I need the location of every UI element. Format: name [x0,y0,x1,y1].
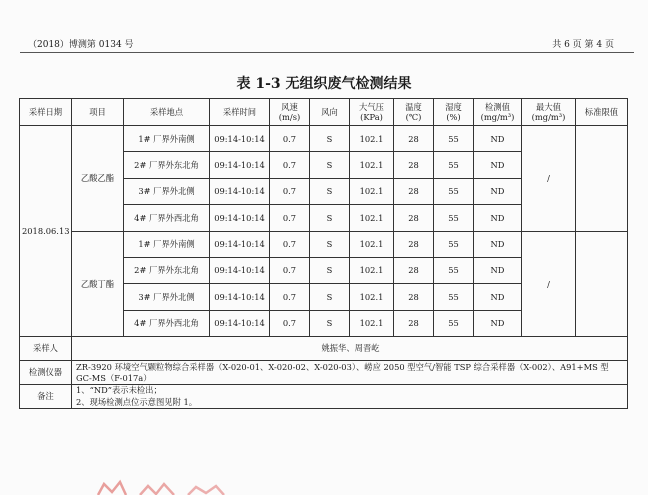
column-header [270,99,310,126]
location-cell: 2# 厂界外东北角 [124,257,210,283]
time-cell: 09:14-10:14 [210,205,270,231]
wind-direction-cell: S [310,310,350,336]
location-cell: 2# 厂界外东北角 [124,152,210,178]
table-header-row [20,99,628,126]
column-header-label: 采样地点 [149,106,184,117]
column-header-unit: (mg/m³) [531,112,566,122]
detected-value-cell: ND [474,284,522,310]
time-cell: 09:14-10:14 [210,310,270,336]
column-header [72,99,124,126]
wind-speed-cell: 0.7 [270,231,310,257]
column-header-unit: (KPa) [360,112,383,122]
samplers-row-value: 姚振华、周晋屹 [72,337,628,361]
table-title: 表 1-3 无组织废气检测结果 [236,76,412,92]
column-header-label: 项目 [89,106,106,117]
red-stamp-mark [90,478,230,495]
column-header-label: 大气压 [359,101,384,112]
column-header-label: 最大值 [536,101,561,112]
humidity-cell: 55 [434,152,474,178]
sample-date-cell: 2018.06.13 [20,126,72,337]
column-header-unit: (mg/m³) [480,112,515,122]
column-header-label: 温度 [405,101,422,112]
page-info: 共 6 页 第 4 页 [552,40,614,50]
column-header [210,99,270,126]
detected-value-cell: ND [474,126,522,152]
table-row [20,126,628,152]
samplers-row-label: 采样人 [20,337,72,361]
temperature-cell: 28 [394,284,434,310]
column-header-label: 湿度 [445,101,462,112]
location-cell: 1# 厂界外南侧 [124,126,210,152]
temperature-cell: 28 [394,178,434,204]
remarks-row-value [72,385,628,409]
header-divider [20,52,634,53]
time-cell: 09:14-10:14 [210,257,270,283]
wind-direction-cell: S [310,126,350,152]
time-cell: 09:14-10:14 [210,152,270,178]
wind-speed-cell: 0.7 [270,257,310,283]
location-cell: 4# 厂界外西北角 [124,310,210,336]
remarks-row-label: 备注 [20,385,72,409]
temperature-cell: 28 [394,205,434,231]
humidity-cell: 55 [434,126,474,152]
time-cell: 09:14-10:14 [210,178,270,204]
location-cell: 3# 厂界外北侧 [124,178,210,204]
detected-value-cell: ND [474,152,522,178]
wind-direction-cell: S [310,257,350,283]
time-cell: 09:14-10:14 [210,126,270,152]
pressure-cell: 102.1 [350,284,394,310]
temperature-cell: 28 [394,152,434,178]
limit-cell [576,231,628,337]
column-header-label: 风速 [281,101,298,112]
pressure-cell: 102.1 [350,152,394,178]
temperature-cell: 28 [394,257,434,283]
item-name-cell: 乙酸丁酯 [72,231,124,337]
column-header [310,99,350,126]
wind-direction-cell: S [310,231,350,257]
location-cell: 4# 厂界外西北角 [124,205,210,231]
humidity-cell: 55 [434,257,474,283]
samplers-row [20,337,628,361]
report-number: （2018）博测第 0134 号 [28,40,134,50]
detected-value-cell: ND [474,231,522,257]
wind-direction-cell: S [310,284,350,310]
column-header [474,99,522,126]
time-cell: 09:14-10:14 [210,284,270,310]
column-header [124,99,210,126]
instruments-row-label: 检测仪器 [20,361,72,385]
wind-direction-cell: S [310,178,350,204]
column-header [20,99,72,126]
time-cell: 09:14-10:14 [210,231,270,257]
instruments-row-value: ZR-3920 环境空气颗粒物综合采样器（X-020-01、X-020-02、X-020-03）、崂应 2050 型空气/智能 TSP 综合采样器（X-002）、A91+MS 型 GC-MS（F-017a） [72,361,628,385]
wind-speed-cell: 0.7 [270,284,310,310]
column-header-label: 采样日期 [28,106,63,117]
column-header [434,99,474,126]
column-header [394,99,434,126]
temperature-cell: 28 [394,231,434,257]
item-name-cell: 乙酸乙酯 [72,126,124,232]
column-header [522,99,576,126]
max-value-cell: / [522,126,576,232]
column-header-label: 检测值 [485,101,510,112]
max-value-cell: / [522,231,576,337]
detected-value-cell: ND [474,205,522,231]
remark-line: 1、“ND”表示未检出； [76,385,162,396]
pressure-cell: 102.1 [350,231,394,257]
location-cell: 1# 厂界外南侧 [124,231,210,257]
location-cell: 3# 厂界外北侧 [124,284,210,310]
temperature-cell: 28 [394,310,434,336]
detected-value-cell: ND [474,310,522,336]
column-header-label: 风向 [321,106,338,117]
column-header-unit: (%) [446,112,461,122]
wind-direction-cell: S [310,205,350,231]
remarks-row [20,385,628,409]
wind-direction-cell: S [310,152,350,178]
pressure-cell: 102.1 [350,126,394,152]
humidity-cell: 55 [434,178,474,204]
column-header-unit: (℃) [405,112,422,122]
wind-speed-cell: 0.7 [270,152,310,178]
column-header-label: 采样时间 [222,106,257,117]
wind-speed-cell: 0.7 [270,310,310,336]
humidity-cell: 55 [434,284,474,310]
pressure-cell: 102.1 [350,257,394,283]
humidity-cell: 55 [434,310,474,336]
column-header-label: 标准限值 [584,106,619,117]
wind-speed-cell: 0.7 [270,126,310,152]
temperature-cell: 28 [394,126,434,152]
humidity-cell: 55 [434,205,474,231]
pressure-cell: 102.1 [350,178,394,204]
column-header [350,99,394,126]
results-table [19,98,628,409]
column-header-unit: (m/s) [278,112,301,122]
instruments-row [20,361,628,385]
remark-line: 2、现场检测点位示意图见附 1。 [76,396,198,407]
table-row [20,231,628,257]
limit-cell [576,126,628,232]
wind-speed-cell: 0.7 [270,178,310,204]
detected-value-cell: ND [474,257,522,283]
pressure-cell: 102.1 [350,310,394,336]
pressure-cell: 102.1 [350,205,394,231]
detected-value-cell: ND [474,178,522,204]
wind-speed-cell: 0.7 [270,205,310,231]
humidity-cell: 55 [434,231,474,257]
column-header [576,99,628,126]
